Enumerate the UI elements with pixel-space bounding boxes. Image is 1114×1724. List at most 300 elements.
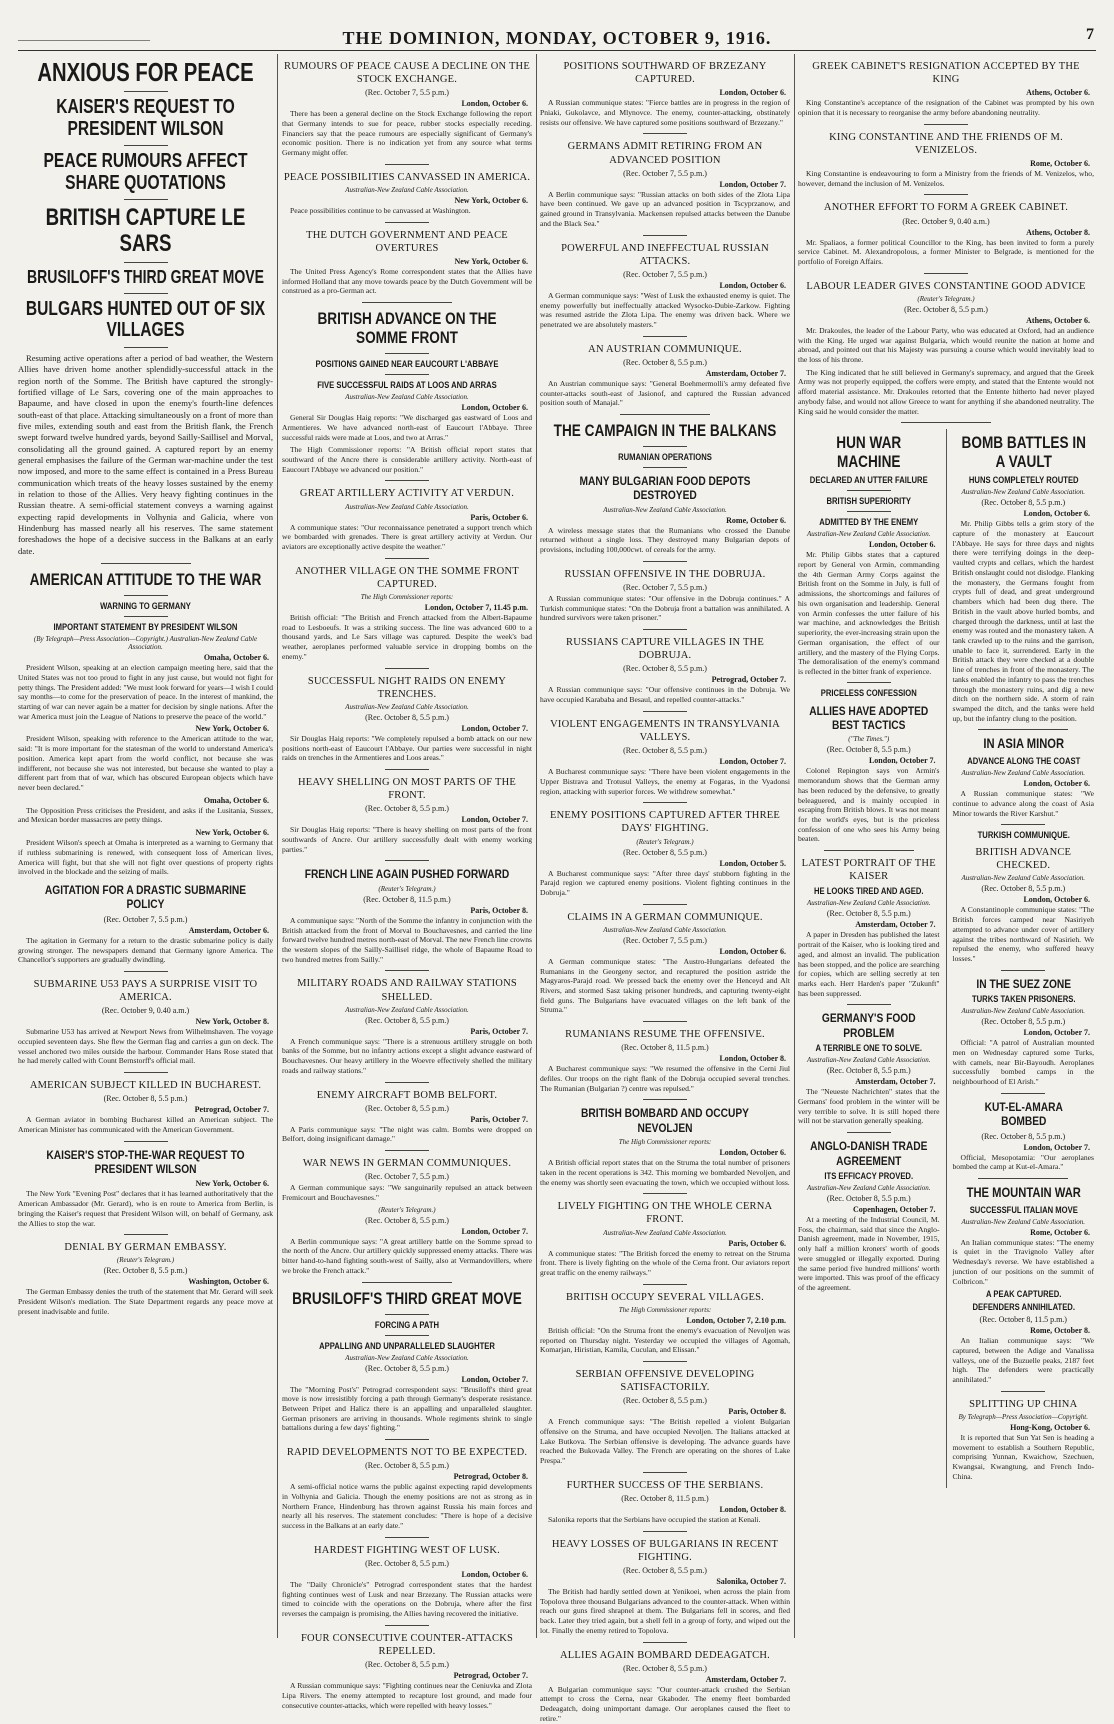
article-rapid-developments (282, 1446, 532, 1531)
column-2 (282, 54, 532, 1710)
received-line: (Rec. October 7, 5.5 p.m.) (623, 269, 707, 279)
headline: LIVELY FIGHTING ON THE WHOLE CERNA FRONT. (557, 1201, 773, 1226)
dateline: London, October 7. (868, 756, 936, 766)
article-another-village (282, 565, 532, 662)
headline: MILITARY ROADS AND RAILWAY STATIONS SHELLED. (297, 978, 517, 1003)
dateline: Petrograd, October 8. (453, 1472, 528, 1482)
sub-column-rule (946, 429, 947, 1487)
dateline: Paris, October 8. (728, 1407, 786, 1417)
article-body: President Wilson, speaking with reference to the American attitude to the war, said: "It is more important for the statesman of the world to understand America's position. America kept apart from the world conflict, not because she was indifferent, not because she was not interested, but because she wanted to play a different part from that of war, which has obscured European objects which have never been declared." (18, 734, 273, 793)
received-line: (Rec. October 8, 5.5 p.m.) (981, 1017, 1066, 1027)
headline: IN THE SUEZ ZONE (975, 976, 1071, 991)
headline: HARDEST FIGHTING WEST OF LUSK. (314, 1544, 500, 1556)
article-brzezany (540, 60, 790, 127)
dateline: London, October 5. (719, 858, 786, 868)
dateline: New York, October 8. (195, 1017, 269, 1027)
received-line: (Rec. October 8, 5.5 p.m.) (365, 804, 449, 814)
article-ineffectual-attacks (540, 242, 790, 330)
subheading: SUCCESSFUL ITALIAN MOVE (969, 1204, 1078, 1215)
article-body: A Bulgarian communique says: "Our counter-attack crushed the Serbian attempt to cross the Cerna, near Gkaboder. The enemy fleet bombarded Dedeagatch, doing unimportant damage. Our aeroplanes caused the fleet to retire." (540, 1684, 790, 1723)
headline: GERMANY'S FOOD PROBLEM (821, 1011, 916, 1040)
article-body: Salonika reports that the Serbians have occupied the station at Kenali. (548, 1515, 761, 1524)
received-line: (Rec. October 8, 5.5 p.m.) (981, 884, 1066, 894)
article-body: A communique says: "North of the Somme the infantry in conjunction with the British attacked from the front of Morval to Bouchavesnes, and carried the line forward twelve hundred metres north-east of Morval. The new French line crowns the western slopes of the Sailly-Saillisel ridge, the whole of Bapaume Road to two hundred metres from Sailly." (282, 915, 532, 964)
article-kut-el-amara (953, 1100, 1095, 1172)
received-line: (Rec. October 8, 11.5 p.m.) (363, 894, 451, 904)
article-body: General Sir Douglas Haig reports: "We discharged gas eastward of Loos and Armentieres. We have advanced north-east of Eaucourt l'Abbaye. Three successful raids were made at Loos, and two at Arras." (282, 413, 532, 442)
article-body: British official: "The British and French attacked from the Albert-Bapaume road to Lesboeufs. It was a striking success. The line was advanced 600 to a thousand yards, and Le Sars village was captured. Despite the week's bad weather, aeroplanes performed valuable service in dropping bombs on the enemy." (282, 613, 532, 661)
headline: BRITISH ADVANCE ON THE SOMME FRONT (317, 309, 497, 348)
article-peace-canvassed (282, 171, 532, 216)
article-body: A Bucharest communique says: "We resumed the offensive in the Cerni Jiul defiles. Our troops on the right flank of the Dobruja occupied several trenches. The Rumanian (Bulgarian ?) centre was repulsed." (540, 1064, 790, 1093)
received-line: (Rec. October 8, 5.5 p.m.) (365, 1015, 449, 1025)
article-body: A French communique says: "There is a strenuous artillery struggle on both banks of the Somme, but no infantry actions except a slight advance eastward of Bouchavesnes. Our heavy artillery in the Woevre effectively shelled the military roads and railway stations." (282, 1036, 532, 1075)
column-1 (18, 54, 273, 1638)
dateline: New York, October 6. (195, 724, 269, 734)
article-body: A semi-official notice warns the public against expecting rapid developments in Volhynia and Galicia. Though the enemy positions are not as strong as in Northern France, Hindenburg has thrown against Russia his main forces and nearly all his reserves. The statement concludes: "There is hope of a decisive success in the Balkans at an early date." (282, 1482, 532, 1531)
article-body: British official: "On the Struma front the enemy's evacuation of Nevoljen was reported on Thursday night. Yesterday we occupied the villages of Agomah, Komarjan, Hiristian, Kamila, Cuculan, and Elissan." (540, 1325, 790, 1355)
dateline: London, October 6. (719, 88, 786, 98)
received-line: (Rec. October 8, 5.5 p.m.) (103, 1266, 188, 1276)
headline: ANOTHER EFFORT TO FORM A GREEK CABINET. (823, 202, 1069, 214)
article-bomb-battles (953, 433, 1095, 723)
article-body: The British had hardly settled down at Yenikoei, when across the plain from Topolova three thousand Bulgarians advanced to the counter-attack. When within reach our guns fired shrapnel at them. The Bulgarians fell in scores, and fled back. Later they tried again, but a shell fell in a group of forty, and wiped out the lot. Finally the enemy retired to Topolova. (540, 1586, 790, 1635)
headline: TURKISH COMMUNIQUE. (977, 830, 1070, 841)
page-number: 7 (1086, 26, 1094, 43)
column-rule (794, 54, 795, 1638)
dateline: London, October 7. (461, 1226, 528, 1236)
article-splitting-china (953, 1398, 1095, 1482)
masthead-rule-mark: ________________________ (18, 30, 150, 42)
subheading: POSITIONS GAINED NEAR EAUCOURT L'ABBAYE (315, 359, 499, 370)
headline: FOUR CONSECUTIVE COUNTER-ATTACKS REPELLED. (300, 1632, 514, 1657)
headline: ANOTHER VILLAGE ON THE SOMME FRONT CAPTURED. (295, 565, 519, 590)
article-body: A paper in Dresden has published the latest portrait of the Kaiser, who is looking tired and aged, and almost an invalid. The publication has been stopped, and the police are searching for copies, which are selling secretly at ten marks each. Herr Harden's paper "Zukunft" has been suppressed. (798, 930, 940, 998)
article-body: A German aviator in bombing Bucharest killed an American subject. The American Minister has communicated with the American Government. (18, 1115, 273, 1134)
received-line: (Rec. October 7, 5.5 p.m.) (365, 1172, 449, 1182)
headline: GREEK CABINET'S RESIGNATION ACCEPTED BY THE KING (812, 61, 1080, 86)
subheading: HE LOOKS TIRED AND AGED. (813, 886, 924, 897)
article-rumanians-resume (540, 1028, 790, 1093)
subheading: ALLIES HAVE ADOPTED BEST TACTICS (809, 703, 929, 733)
article-dobruja-villages (540, 636, 790, 705)
headline: POWERFUL AND INEFFECTUAL RUSSIAN ATTACKS. (561, 242, 769, 267)
dateline: Amsterdam, October 7. (705, 368, 786, 378)
article-body: Peace possibilities continue to be canvassed at Washington. (290, 205, 471, 215)
headline: HUN WAR MACHINE (836, 433, 902, 472)
source-line: Australian-New Zealand Cable Association. (961, 1217, 1086, 1226)
article-body: Official, Mesopotamia: "Our aeroplanes bombed the camp at Kut-el-Amara." (952, 1152, 1094, 1172)
article-body: Official: "A patrol of Australian mounted men on Wednesday captured some Turks, with camels, near Bir-Bayoudh. Aeroplanes successfully bombed camps in the neighbourhood of El Arish." (952, 1038, 1094, 1087)
headline: FURTHER SUCCESS OF THE SERBIANS. (566, 1479, 764, 1491)
received-line: (Rec. October 7, 5.5 p.m.) (623, 935, 707, 945)
headline: SUBMARINE U53 PAYS A SURPRISE VISIT TO AMERICA. (33, 978, 258, 1004)
dateline: Paris, October 8. (470, 905, 528, 915)
dateline: London, October 6. (1023, 895, 1090, 905)
dateline: Amsterdam, October 6. (188, 925, 269, 935)
article-body: An Italian communique states: "The enemy is quiet in the Travignolo Valley after Wednesday's reverse. We have established a junction of our positions on the summit of Colbricon." (952, 1237, 1094, 1286)
article-body: It is reported that Sun Yat Sen is heading a movement to establish a Southern Republic, comprising Yunnan, Kwaichow, Szechuen, Kwangsai, Kwangtung, and French Indo-China. (952, 1432, 1094, 1481)
source-line: The High Commissioner reports: (618, 1305, 712, 1314)
article-body: The "Neueste Nachrichten" states that the Germans' food problem in the winter will be very terrible to solve. It is still hoped there will not be starvation generally speaking. (798, 1087, 940, 1126)
article-body: A Bucharest communique says: "There have been violent engagements in the Upper Bistrava and Trotusul Valleys, the enemy at Fogaras, in the Vyadonsi region, attacking with superior forces. We withdrew somewhat." (540, 767, 790, 796)
article-body: A Berlin communique says: "A great artillery battle on the Somme spread to the north of the Ancre. Our artillery quickly suppressed enemy attacks. There was bitter hand-to-hand fighting south-west of Sailly, also at Vermandovillers, where we broke the French attack." (282, 1236, 532, 1275)
headline: BOMB BATTLES IN A VAULT (961, 433, 1086, 472)
headline: IN ASIA MINOR (982, 735, 1064, 752)
dateline: London, October 6. (719, 1148, 786, 1158)
article-body: A Russian communique states: "Our offensive in the Dobruja continues." A Turkish communique states: "On the Dobruja front a battalion was annihilated. A hundred survivors were taken prisoner." (540, 594, 790, 623)
subheading: IMPORTANT STATEMENT BY PRESIDENT WILSON (53, 622, 238, 633)
source-line: Australian-New Zealand Cable Association. (345, 702, 469, 711)
received-line: (Rec. October 8, 5.5 p.m.) (365, 1660, 449, 1670)
received-line: (Rec. October 8, 11.5 p.m.) (979, 1315, 1067, 1325)
article-verdun (282, 487, 532, 551)
article-brusiloff (282, 1289, 532, 1434)
headline: VIOLENT ENGAGEMENTS IN TRANSYLVANIA VALLEYS. (550, 718, 780, 743)
headline-anxious-for-peace: ANXIOUS FOR PEACE (37, 57, 254, 87)
subheading: A TERRIBLE ONE TO SOLVE. (815, 1043, 923, 1054)
dateline: London, October 6. (461, 99, 528, 109)
sub-column-left (798, 429, 940, 1487)
article-body: A communique states: "The British forced the enemy to retreat on the Struma front. There is lively fighting on the whole of the Cerna front. Our aviators report great traffic on the enemy railways." (540, 1248, 790, 1278)
article-body: A German communique says: "West of Lusk the exhausted enemy is quiet. The enemy powerfully but ineffectually attacked Wysocko-Dubie-Zarkow. Fighting was resumed astride the Zlota Lipa. The enemy was driven back. Where we penetrated we are absolutely masters." (540, 290, 790, 329)
dateline: Athens, October 6. (1026, 88, 1090, 98)
headline: AGITATION FOR A DRASTIC SUBMARINE POLICY (44, 883, 247, 912)
source-line: Australian-New Zealand Cable Association. (961, 1007, 1086, 1016)
headline: SUCCESSFUL NIGHT RAIDS ON ENEMY TRENCHES. (307, 675, 507, 700)
received-line: (Rec. October 8, 5.5 p.m.) (904, 304, 988, 314)
subheading: FIVE SUCCESSFUL RAIDS AT LOOS AND ARRAS (317, 380, 497, 391)
article-bucharest (18, 1079, 273, 1135)
dateline: Athens, October 6. (1026, 315, 1090, 325)
headline: THE DUTCH GOVERNMENT AND PEACE OVERTURES (306, 229, 508, 254)
source-line: Australian-New Zealand Cable Association. (961, 769, 1086, 778)
headline: AN AUSTRIAN COMMUNIQUE. (588, 343, 742, 355)
received-line: (Rec. October 8, 5.5 p.m.) (826, 1193, 911, 1203)
article-body: The agitation in Germany for a return to the drastic submarine policy is daily growing stronger. The newspapers demand that Germany ignore America. The Chancellor's supporters are gradually dwindling. (18, 935, 273, 965)
headline: RAPID DEVELOPMENTS NOT TO BE EXPECTED. (286, 1447, 528, 1459)
headline-kaisers-request: KAISER'S REQUEST TO PRESIDENT WILSON (56, 96, 235, 140)
source-line: (Reuter's Telegram.) (116, 1256, 175, 1265)
headline-british-capture-le-sars: BRITISH CAPTURE LE SARS (45, 204, 246, 258)
article-body: President Wilson's speech at Omaha is interpreted as a warning to Germany that if ruthless submarining is renewed, with consequent loss of American lives, America will fight, but that she will not fight over questions of property rights involved in the blockade and the seizing of mails. (18, 838, 273, 877)
article-night-raids (282, 675, 532, 763)
dateline: London, October 8. (719, 1054, 786, 1064)
dateline: London, October 6. (719, 946, 786, 956)
source-line: Australian-New Zealand Cable Association. (806, 899, 931, 908)
masthead (18, 28, 1096, 51)
article-balkans (540, 421, 790, 555)
headline: KUT-EL-AMARA BOMBED (984, 1099, 1063, 1129)
headline: DENIAL BY GERMAN EMBASSY. (64, 1242, 227, 1254)
article-heavy-shelling (282, 776, 532, 854)
source-line: Australian-New Zealand Cable Association. (345, 393, 469, 402)
article-body: A Bucharest communique says: "After three days' stubborn fighting in the Parajd region we captured enemy positions. Violent fighting continues in the Dobruja." (540, 868, 790, 897)
source-line: By Telegraph—Press Association—Copyright. (958, 1412, 1088, 1421)
subheading: FORCING A PATH (374, 1319, 440, 1330)
received-line: (Rec. October 8, 5.5 p.m.) (623, 357, 707, 367)
received-line: (Rec. October 8, 11.5 p.m.) (621, 1494, 709, 1503)
article-german-claims (540, 911, 790, 1015)
article-body: A Russian communique states: "Fierce battles are in progress in the region of Pniaki, Gukolavce, and Mlynovce. The enemy, counter-attacking, obstinately resists our offensive. We have captured some positions southward of Brzezany." (540, 98, 790, 127)
article-mountain-war (953, 1185, 1095, 1385)
article-body: A Russian communique states: "We continue to advance along the coast of Asia Minor towards the River Karshut." (952, 789, 1094, 818)
article-nevoljen (540, 1106, 790, 1187)
source-line: Australian-New Zealand Cable Association. (961, 874, 1086, 883)
subheading: BRITISH SUPERIORITY (826, 496, 912, 507)
column-rule (277, 54, 278, 1638)
headline-peace-rumours: PEACE RUMOURS AFFECT SHARE QUOTATIONS (43, 150, 248, 194)
dateline: Rome, October 6. (726, 515, 786, 525)
headline: PEACE POSSIBILITIES CANVASSED IN AMERICA. (283, 171, 531, 183)
source-line: Australian-New Zealand Cable Association. (961, 488, 1086, 497)
received-line: (Rec. October 8, 5.5 p.m.) (623, 664, 707, 674)
article-lusk (282, 1544, 532, 1619)
headline: GREAT ARTILLERY ACTIVITY AT VERDUN. (299, 488, 515, 500)
dateline: New York, October 6. (195, 1179, 269, 1189)
dateline: Amsterdam, October 7. (855, 1077, 936, 1087)
headline: GERMANS ADMIT RETIRING FROM AN ADVANCED POSITION (567, 141, 763, 166)
source-line: Australian-New Zealand Cable Association. (603, 925, 727, 934)
article-kaiser-portrait (798, 857, 940, 998)
article-railway-shelled (282, 977, 532, 1075)
source-line: (Reuter's Telegram.) (378, 884, 436, 893)
source-line: Australian-New Zealand Cable Association. (345, 185, 469, 194)
article-body: The Opposition Press criticises the President, and asks if the Lusitania, Sussex, and Mexican border massacres are petty things. (18, 805, 273, 825)
article-body: Submarine U53 has arrived at Newport News from Wilhelmshaven. The voyage occupied seventeen days. She flew the German flag and carries a gun on deck. The vessel anchored two miles outside the harbour. Commander Hans Rose stated that he had merely called with Count Bernstorff's official mail. (18, 1027, 273, 1066)
source-line: Australian-New Zealand Cable Association. (603, 1228, 727, 1237)
article-body: A Paris communique says: "The night was calm. Bombs were dropped on Belfort, doing insignificant damage." (282, 1124, 532, 1144)
subheading: TURKS TAKEN PRISONERS. (971, 994, 1076, 1005)
article-body: Colonel Repington says von Armin's memorandum shows that the German army has been reduced by the defensive, to greatly beleaguered, and is mainly occupied in escaping from British blows. It was not meant for the world's eyes, but is the priceless confession of one who sees his Army being beaten. (798, 766, 940, 844)
headline-bulgars-hunted: BULGARS HUNTED OUT OF SIX VILLAGES (25, 297, 266, 342)
article-agitation (18, 883, 273, 965)
article-body: The German Embassy denies the truth of the statement that Mr. Gerard will seek President Wilson's mediation. The State Department regards any peace move at present inadvisable and futile. (18, 1287, 273, 1316)
dateline: Rome, October 8. (1030, 1326, 1090, 1336)
received-line: (Rec. October 7, 5.5 p.m.) (623, 583, 707, 593)
dateline: London, October 7. (461, 723, 528, 733)
headline: POSITIONS SOUTHWARD OF BRZEZANY CAPTURED. (563, 61, 767, 86)
article-venizelos (798, 131, 1094, 189)
headline: AMERICAN ATTITUDE TO THE WAR (29, 570, 262, 590)
headline: THE MOUNTAIN WAR (966, 1184, 1081, 1200)
dateline: Athens, October 8. (1026, 227, 1090, 237)
article-body: Mr. Spaliaos, a former political Councillor to the King, has been invited to form a purely service Cabinet. M. Alexandropolous, a former Minister to Belgrade, is mentioned for the portfolio of Foreign Affairs. (798, 237, 1094, 266)
article-dutch-government (282, 229, 532, 296)
source-line: Australian-New Zealand Cable Association. (345, 502, 469, 511)
received-line: (Rec. October 9, 0.40 a.m.) (902, 216, 990, 226)
dateline: Salonika, October 7. (716, 1576, 786, 1586)
article-body: A wireless message states that the Rumanians who crossed the Danube returned without a single loss. They destroyed many Bulgarian depots of provisions, including 100,000cwt. of cereals for the army. (540, 525, 790, 555)
received-line: (Rec. October 8, 5.5 p.m.) (623, 847, 707, 857)
headline: KING CONSTANTINE AND THE FRIENDS OF M. VENIZELOS. (829, 131, 1063, 156)
source-line: Australian-New Zealand Cable Association. (603, 505, 727, 514)
headline: HEAVY LOSSES OF BULGARIANS IN RECENT FIGHTING. (551, 1538, 779, 1563)
headline: RUSSIANS CAPTURE VILLAGES IN THE DOBRUJA. (566, 637, 764, 662)
headline: ENEMY AIRCRAFT BOMB BELFORT. (316, 1089, 498, 1101)
dateline: Copenhagen, October 7. (852, 1204, 936, 1214)
article-counter-attacks (282, 1632, 532, 1710)
article-dedeagatch (540, 1649, 790, 1724)
article-french-line (282, 867, 532, 964)
received-line: (Rec. October 7, 5.5 p.m.) (623, 168, 707, 178)
article-austrian-communique (540, 343, 790, 408)
article-u53 (18, 978, 273, 1066)
dateline: London, October 7. (719, 179, 786, 189)
dateline: Amsterdam, October 7. (855, 920, 936, 930)
article-body: The "Morning Post's" Petrograd correspondent says: "Brusiloff's third great move is now irresistibly forcing a path through Germany's desperate resistance. Between Pripet and Halicz there is an appalling and unparalleled slaughter. German prisoners are arriving in thousands. Whole regiments shrink to single battalions during a few days' fighting." (282, 1384, 532, 1433)
source-line: (Reuter's Telegram.) (917, 294, 975, 303)
received-line: (Rec. October 8, 5.5 p.m.) (981, 1131, 1066, 1141)
article-body: Mr. Philip Gibbs states that a captured report by General von Armin, commanding the 4th German Army Corps against the British front on the Somme in July, is full of admissions, the shortcomings and failures of his own organisation and leadership. General von Armin confesses the utter failure of his war machine, and acknowledges the British superiority, the ever-increasing strain upon the German organisation, the effect of our artillery, and the mastery of the Flying Corps. The demoralisation of the enemy's command is reflected in the bitter frank of experience. (798, 550, 940, 676)
column-3 (540, 54, 790, 1723)
column-4 (798, 54, 1094, 1638)
article-body: A British official report states that on the Struma the total number of prisoners taken in the recent operations is 342. This morning we bombarded Nevoljen, and the enemy was shortly seen evacuating the town, which we occupied without loss. (540, 1158, 790, 1187)
subheading: DEFENDERS ANNIHILATED. (972, 1302, 1075, 1313)
article-body: President Wilson, speaking at an election campaign meeting here, said that the United States was not too proud to fight in any just cause, but would not fight for petty things. The President added: "We must look forward for years—I wish I could say months—to come for the preservation of peace. In the interest of mankind, the starting of war can never again be a matter for decision by single nations. After the war America must join the League of Nations to preserve the peace of the world." (18, 663, 273, 721)
dateline: London, October 7. (461, 815, 528, 825)
received-line: (Rec. October 8, 5.5 p.m.) (365, 1215, 449, 1225)
headline: AMERICAN SUBJECT KILLED IN BUCHAREST. (29, 1080, 262, 1092)
source-line: (By Telegraph—Press Association—Copyright.) Australian-New Zealand Cable Association. (33, 635, 258, 652)
dateline: Rome, October 6. (1030, 1227, 1090, 1237)
headline: SPLITTING UP CHINA (969, 1398, 1078, 1410)
dateline: Washington, October 6. (188, 1277, 269, 1287)
received-line: (Rec. October 8, 5.5 p.m.) (103, 1094, 188, 1104)
newspaper-title: THE DOMINION, MONDAY, OCTOBER 9, 1916. (342, 28, 772, 48)
article-dobruja-offensive (540, 568, 790, 623)
article-body: A Russian communique says: "Fighting continues near the Ceniuvka and Zlota Lipa Rivers. The enemy attempted to recapture lost ground, and made four consecutive counter-attacks, which were repelled with heavy losses." (282, 1681, 532, 1710)
article-body: A Constantinople communique states: "The British forces camped near Nasiriyeh attempted to advance under cover of artillery against the tribes northward of Nasirieh. We repulsed the enemy, who suffered heavy losses." (952, 905, 1094, 964)
article-food-problem (798, 1011, 940, 1126)
article-body: A Russian communique says: "Our offensive continues in the Dobruja. We have occupied Karababa and Besaul, and repelled counter-attacks." (540, 685, 790, 705)
dateline: London, October 6. (1023, 779, 1090, 789)
article-body: A French communique says: "The British repelled a violent Bulgarian offensive on the Struma, and have occupied Nevoljen. The Italians attacked at Lake Butkova. The Serbian offensive is developing. The advance guards have reached the Bukovada Valley. The French are operating on the shores of Lake Prespa." (540, 1417, 790, 1466)
article-serbian-offensive (540, 1368, 790, 1466)
subheading: PRICELESS CONFESSION (820, 687, 917, 698)
subheading: ADMITTED BY THE ENEMY (819, 517, 919, 528)
dateline: Petrograd, October 7. (453, 1671, 528, 1681)
headline: BRITISH BOMBARD AND OCCUPY NEVOLJEN (581, 1106, 749, 1135)
article-labour-leader (798, 280, 1094, 417)
subheading: BRITISH ADVANCE CHECKED. (975, 847, 1072, 872)
headline: SERBIAN OFFENSIVE DEVELOPING SATISFACTORILY. (575, 1369, 755, 1394)
dateline: London, October 7. (1023, 1142, 1090, 1152)
subheading: A PEAK CAPTURED. (985, 1289, 1061, 1300)
received-line: (Rec. October 9, 0.40 a.m.) (101, 1006, 190, 1016)
dateline: Omaha, October 6. (203, 653, 269, 663)
subheading: ADVANCE ALONG THE COAST (966, 756, 1080, 767)
article-british-villages (540, 1291, 790, 1355)
source-line: Australian-New Zealand Cable Association. (345, 1005, 469, 1014)
article-body: An Austrian communique says: "General Boehmermolli's army defeated five counter-attacks south-east of Jasionof, and captured the Russian advanced position south of Manajal." (540, 378, 790, 408)
article-body: The United Press Agency's Rome correspondent states that the Allies have informed Holland that any move towards peace by the Dutch Government will be construed as a pro-German act. (282, 266, 532, 296)
headline: FRENCH LINE AGAIN PUSHED FORWARD (304, 867, 510, 882)
headline: RUSSIAN OFFENSIVE IN THE DOBRUJA. (564, 568, 766, 580)
received-line: (Rec. October 8, 5.5 p.m.) (365, 1558, 449, 1568)
dateline: Petrograd, October 7. (711, 675, 786, 685)
received-line: (Rec. October 8, 5.5 p.m.) (623, 1565, 707, 1575)
headline: ANGLO-DANISH TRADE AGREEMENT (810, 1139, 928, 1168)
dateline: London, October 8. (719, 1505, 786, 1514)
dateline: Rome, October 6. (1030, 158, 1090, 168)
article-body: Sir Douglas Haig reports: "We completely repulsed a bomb attack on our new positions north-east of Eaucourt l'Abbaye. Our parties were successful in night raids on trenches in the Armentieres and Loos areas." (282, 733, 532, 763)
source-line: Australian-New Zealand Cable Association. (806, 530, 931, 539)
headline: CLAIMS IN A GERMAN COMMUNIQUE. (567, 911, 763, 923)
received-line: (Rec. October 8, 5.5 p.m.) (826, 745, 911, 755)
two-column-section (798, 429, 1094, 1487)
dateline: London, October 7. (461, 1374, 528, 1384)
article-three-days (540, 809, 790, 897)
headline: KAISER'S STOP-THE-WAR REQUEST TO PRESIDENT WILSON (46, 1147, 245, 1177)
received-line: (Rec. October 8, 5.5 p.m.) (623, 1663, 707, 1673)
received-line: (Rec. October 8, 5.5 p.m.) (365, 1363, 449, 1373)
dateline: London, October 7, 11.45 p.m. (424, 603, 528, 612)
subheading: MANY BULGARIAN FOOD DEPOTS DESTROYED (579, 473, 751, 503)
article-body: A German communique says: "We sanguinarily repulsed an attack between Fremicourt and Bouchavesnes." (282, 1183, 532, 1202)
article-asia-minor (953, 736, 1095, 818)
dateline: London, October 7, 2.10 p.m. (686, 1315, 786, 1325)
dateline: Paris, October 7. (470, 1114, 528, 1124)
received-line: (Rec. October 8, 5.5 p.m.) (365, 712, 449, 722)
article-german-communiques (282, 1157, 532, 1275)
sub-column-right (953, 429, 1095, 1487)
source-line: (Reuter's Telegram.) (378, 1205, 436, 1214)
article-turkish-communique (953, 830, 1095, 964)
article-cerna-front (540, 1200, 790, 1277)
subheading: APPALLING AND UNPARALLELED SLAUGHTER (319, 1340, 495, 1351)
article-body: At a meeting of the Industrial Council, M. Foss, the chairman, said that since the Anglo-Danish agreement, made in November, 1915, only half a million kroners' worth of goods were smuggled or illegally exported. During the same period five hundred millions' worth were imported. This was proof of the efficacy of the agreement. (798, 1214, 940, 1292)
article-stop-the-war (18, 1148, 273, 1229)
article-transylvania (540, 718, 790, 796)
article-greek-cabinet-effort (798, 201, 1094, 266)
subheading: RUMANIAN OPERATIONS (618, 451, 712, 462)
article-bulgarian-losses (540, 1538, 790, 1636)
dateline: Petrograd, October 7. (194, 1105, 269, 1115)
dateline: London, October 6. (461, 1569, 528, 1579)
subheading: ITS EFFICACY PROVED. (824, 1170, 914, 1181)
dateline: London, October 6. (1023, 509, 1090, 519)
headline: THE CAMPAIGN IN THE BALKANS (553, 420, 777, 440)
headline-brusiloff-move: BRUSILOFF'S THIRD GREAT MOVE (26, 267, 265, 288)
received-line: (Rec. October 8, 5.5 p.m.) (623, 746, 707, 756)
headline: ALLIES AGAIN BOMBARD DEDEAGATCH. (560, 1649, 770, 1661)
headline: LABOUR LEADER GIVES CONSTANTINE GOOD ADVICE (806, 280, 1086, 292)
article-body: Mr. Philip Gibbs tells a grim story of the capture of the monastery at Eaucourt l'Abbaye. He says for three days and nights there were terrifying doings in the deep-vaulted crypts and cellars, which the hardest British onslaught could not dislodge. Flanking the monastery, the Germans fought from crypts full of dead, and great underground chambers which had been dug there. The British in the vault above hurled bombs, and charged through the darkness, until at last the enemy was routed and the monastery taken. A tank crawled up to the ruins and the garrison, unable to face it, surrendered. Early in the British attack they were checked at a double line of trenches in front of the monastery. The tanks enabled the infantry to pass the trenches through the monastery ruins, and dig a new ditch on the northern side. A storm of rain swamped the ditch, and the tanks were held up, but the infantry clung to the position. (952, 519, 1094, 723)
dateline: Paris, October 6. (470, 512, 528, 522)
article-anglo-danish (798, 1139, 940, 1293)
article-germans-retire (540, 140, 790, 228)
dateline: Paris, October 7. (470, 1026, 528, 1036)
dateline: New York, October 6. (454, 256, 528, 266)
dateline: Amsterdam, October 7. (705, 1674, 786, 1684)
article-body: The King indicated that he still believed in Germany's supremacy, and argued that the Greek Army was not properly equipped, the coffers were empty, and stated that the Entente would not afford material assistance. Mr. Drakoules retorted that the Entente hitherto had never played anybody false, and would not allow Greece to want for anything if she abandoned neutrality. The King said he would consider the matter. (798, 367, 1094, 416)
headline: BRUSILOFF'S THIRD GREAT MOVE (292, 1288, 522, 1308)
war-summary: Resuming active operations after a period of bad weather, the Western Allies have driven home another splendidly-successful attack in the region north of the Somme. The British have captured the strongly-fortified village of Le Sars, covering one of the main approaches to Bapaume, and have closed in upon the enemy's fourth-line defences south-east of that place. Attacking simultaneously on a front of more than five miles, extending south and east from the British flank, the French swept forward twelve hundred yards, beyond Sailly-Saillisel and Morval, consolidating all the ground gained. A captured report by an enemy general emphasises the failure of the German war-machine under the test now imposed, and more to the same effect is contained in a Press Bureau communication which treats of the heavy losses sustained by the enemy in relation to those of the Allies. Very heavy fighting continues in the Russian theatre. A semi-official statement conveys a warning against expecting rapid developments in Volhynia and Galicia, where von Hindenburg has massed nearly all his reserves. The same statement foreshadows the hope of a decisive success in the Balkans at an early date. (18, 352, 273, 556)
received-line: (Rec. October 8, 5.5 p.m.) (365, 1103, 449, 1113)
source-line: Australian-New Zealand Cable Association. (806, 1056, 931, 1065)
dateline: New York, October 6. (454, 195, 528, 205)
received-line: (Rec. October 8, 11.5 p.m.) (621, 1043, 709, 1053)
article-body: King Constantine's acceptance of the resignation of the Cabinet was prompted by his own opinion that it is necessary to reorganise the army before abandoning neutrality. (798, 98, 1094, 117)
source-line: ("The Times.") (848, 735, 890, 744)
article-body: The High Commissioner reports: "A British official report states that southward of the Ancre there is considerable artillery activity. North-east of Eaucourt l'Abbaye we advanced our position." (282, 445, 532, 474)
dateline: London, October 7. (1023, 1028, 1090, 1038)
column-rule (536, 54, 537, 1638)
article-body: The New York "Evening Post" declares that it has learned authoritatively that the American Ambassador (Mr. Gerard), who is en route to America from Berlin, is bringing the Kaiser's request that President Wilson will, on behalf of Germany, ask the Allies to stop the war. (18, 1189, 273, 1228)
received-line: (Rec. October 8, 5.5 p.m.) (365, 1461, 449, 1471)
headline: BRITISH OCCUPY SEVERAL VILLAGES. (566, 1291, 764, 1303)
